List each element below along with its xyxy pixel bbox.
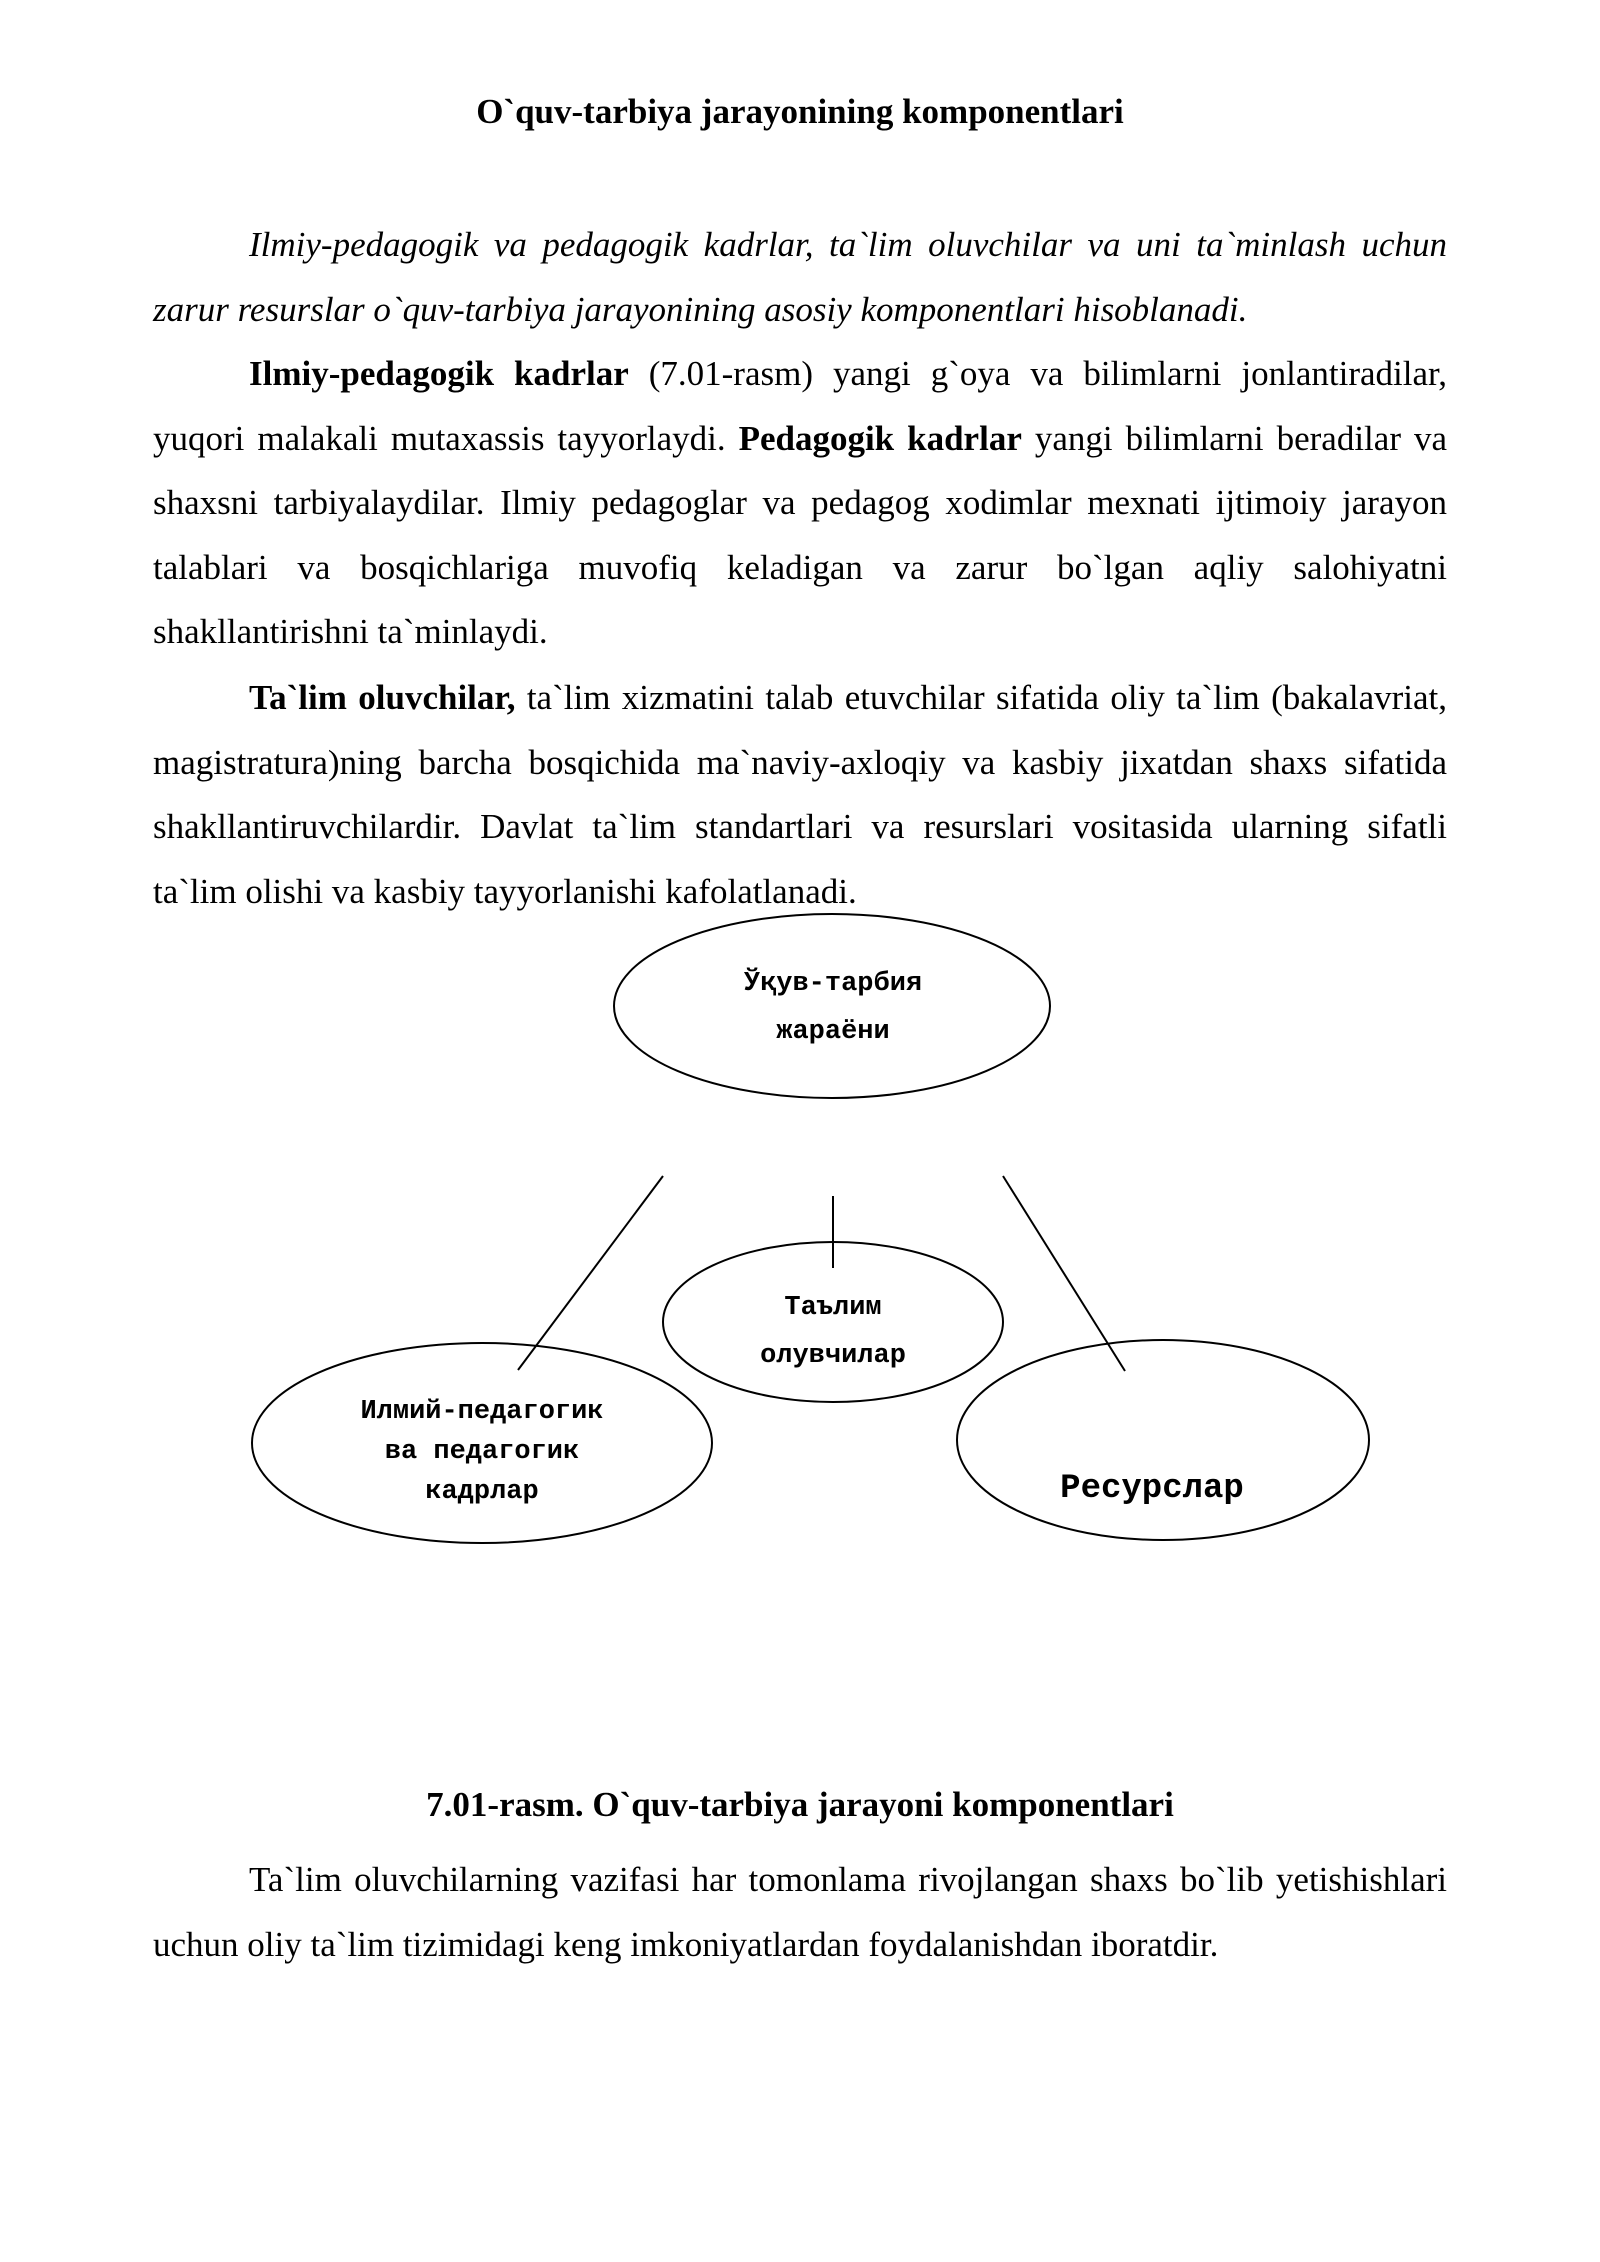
connector-left-line (518, 1176, 663, 1370)
vazifa-paragraph (153, 1848, 1447, 1977)
page-title: O`quv-tarbiya jarayonining komponentlari (476, 92, 1124, 131)
center-label-line2: олувчилар (760, 1341, 906, 1371)
pedagogik-kadrlar-bold-term: Pedagogik kadrlar (738, 418, 1022, 458)
top-ellipse (614, 914, 1050, 1098)
right-label: Ресурслар (1060, 1470, 1244, 1508)
left-label-line3: кадрлар (425, 1477, 539, 1507)
kadrlar-text-1: (7.01-rasm) yangi g`oya va bilimlarni jonlantiradilar, yuqori malakali mutaxassis tayyorlaydi. (153, 354, 1447, 458)
oluvchilar-text: ta`lim xizmatini talab etuvchilar sifatida oliy ta`lim (bakalavriat, magistratura)ning barcha bosqichida ma`naviy-axloqiy va kasbiy jixatdan shaxs sifatida shakllantiruvchilardir. Davlat ta`lim standartlari va resurslari vositasida ularning sifatli ta`lim olishi va kasbiy tayyorlanishi kafolatlanadi. (153, 678, 1447, 911)
vazifa-text: Ta`lim oluvchilarning vazifasi har tomonlama rivojlangan shaxs bo`lib yetishishlari uchun oliy ta`lim tizimidagi keng imkoniyatlardan foydalanishdan iboratdir. (153, 1860, 1447, 1964)
left-label-line2: ва педагогик (384, 1437, 580, 1467)
left-label-line1: Илмий-педагогик (360, 1397, 604, 1427)
oluvchilar-bold-term: Ta`lim oluvchilar, (249, 678, 516, 717)
top-label-line2: жараёни (776, 1017, 890, 1047)
right-ellipse (957, 1340, 1369, 1540)
intro-text: Ilmiy-pedagogik va pedagogik kadrlar, ta`lim oluvchilar va uni ta`minlash uchun zarur resurslar o`quv-tarbiya jarayonining asosiy komponentlari hisoblanadi. (153, 225, 1447, 329)
connector-right-line (1003, 1176, 1125, 1371)
kadrlar-bold-term: Ilmiy-pedagogik kadrlar (249, 354, 629, 393)
center-label-line1: Таълим (784, 1293, 882, 1323)
kadrlar-text-2: yangi bilimlarni beradilar va shaxsni tarbiyalaydilar. Ilmiy pedagoglar va pedagog xodimlar mexnati ijtimoiy jarayon talablari va bosqichlariga muvofiq keladigan va zarur bo`lgan aqliy salohiyatni shakllantirishni ta`minlaydi. (153, 418, 1447, 651)
figure-caption: 7.01-rasm. O`quv-tarbiya jarayoni komponentlari (426, 1785, 1174, 1824)
top-label-line1: Ўқув-тарбия (743, 969, 923, 999)
